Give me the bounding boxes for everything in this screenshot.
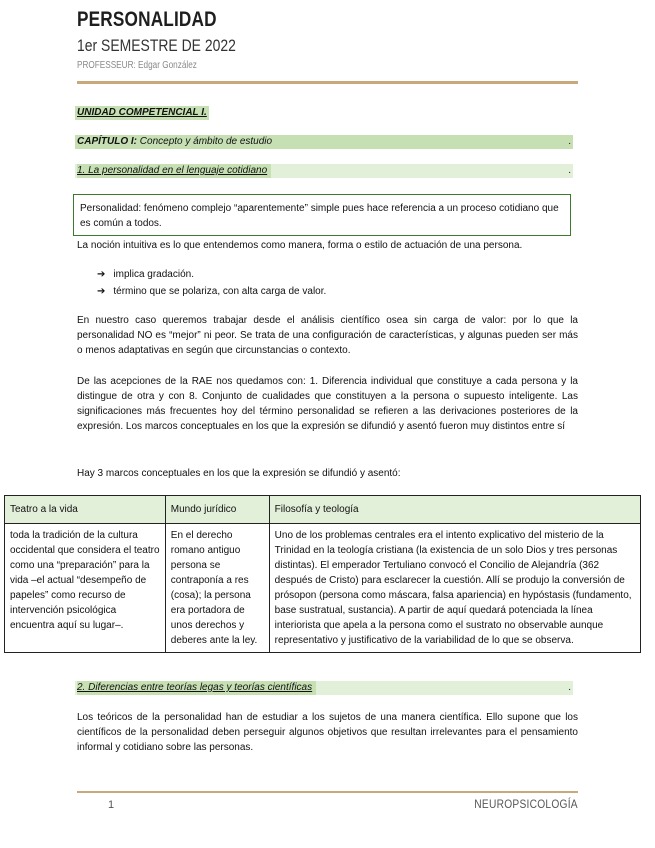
section2-heading: 2. Diferencias entre teorías legas y teorías científicas: [77, 681, 316, 695]
chapter-end-mark: .: [568, 136, 571, 147]
chapter-heading-bar: [75, 135, 573, 149]
table-header-cell: Mundo jurídico: [165, 496, 269, 524]
table-row: [5, 524, 641, 653]
footer-divider: [77, 791, 578, 793]
section1-heading-bar: [75, 164, 573, 178]
definition-box: Personalidad: fenómeno complejo “aparentemente” simple pues hace referencia a un proceso cotidiano que es común a todos.: [73, 194, 571, 236]
section1-heading: 1. La personalidad en el lenguaje cotidiano: [77, 164, 271, 178]
paragraph-theorists: Los teóricos de la personalidad han de estudiar a los sujetos de una manera científica. Ello supone que los científicos de la personalidad deben perseguir algunos objetivos que resultan irrelevantes para el pensamiento informal y cotidiano sobre las personas.: [77, 712, 578, 753]
document-subtitle: 1er SEMESTRE DE 2022: [77, 36, 236, 55]
arrow-icon: ➔: [97, 269, 106, 280]
table-cell: En el derecho romano antiguo persona se contraponía a res (cosa); la persona era portadora de unos derechos y deberes ante la ley.: [165, 524, 269, 653]
header-divider: [77, 81, 578, 84]
unit-heading: UNIDAD COMPETENCIAL I.: [77, 107, 207, 118]
page-number: 1: [108, 799, 115, 811]
paragraph-rae: De las acepciones de la RAE nos quedamos con: 1. Diferencia individual que constituye a cada persona y la distingue de otra y con 8. Conjunto de cualidades que constituyen a la persona o supuesto inteligente. Las significaciones más frecuentes hoy del término personalidad se refieren a las derivaciones posteriores de la expresión. Los marcos conceptuales en los que la expresión se difundió y asentó fueron muy distintos entre sí: [77, 376, 578, 432]
paragraph-intuitive: La noción intuitiva es lo que entendemos como manera, forma o estilo de actuación de una persona.: [77, 240, 523, 251]
footer-course-name: NEUROPSICOLOGÍA: [474, 797, 578, 811]
paragraph-case: En nuestro caso queremos trabajar desde el análisis científico osea sin carga de valor: por lo que la personalidad NO es “mejor” ni peor. Se trata de una configuración de características, y algunas pueden ser más o menos adaptativas en según que circunstancias o contexto.: [77, 315, 578, 356]
chapter-label: CAPÍTULO I:: [77, 136, 137, 147]
section2-heading-bar: [75, 681, 573, 695]
list-item: ➔ término que se polariza, con alta carga de valor.: [97, 283, 326, 300]
chapter-heading: [77, 135, 272, 149]
conceptual-frames-table: [4, 495, 641, 653]
bullet-list: [97, 266, 326, 300]
chapter-title: Concepto y ámbito de estudio: [139, 136, 273, 147]
list-item: ➔ implica gradación.: [97, 266, 326, 283]
table-header-cell: Teatro a la vida: [5, 496, 166, 524]
table-header-cell: Filosofía y teología: [269, 496, 640, 524]
paragraph-frames-intro: Hay 3 marcos conceptuales en los que la expresión se difundió y asentó:: [77, 468, 401, 479]
document-title: PERSONALIDAD: [77, 8, 217, 31]
professor-line: PROFESSEUR: Edgar González: [77, 60, 197, 71]
table-cell: Uno de los problemas centrales era el intento explicativo del misterio de la Trinidad en la teología cristiana (la existencia de un solo Dios y tres personas distintas). El emperador Tertuliano convocó el Concilio de Alejandría (362 después de Cristo) para esclarecer la cuestión. Allí se produjo la conversión de prósopon (persona como máscara, falsa apariencia) en hypóstasis (fundamento, base sustratual, sustancia). A partir de aquí quedará potenciada la línea interiorista que apela a la persona como el sustrato no observable aunque representativo y justificativo de la variabilidad de lo que se observa.: [269, 524, 640, 653]
arrow-icon: ➔: [97, 286, 106, 297]
section1-end-mark: .: [568, 165, 571, 176]
section2-end-mark: .: [568, 682, 571, 693]
table-header-row: [5, 496, 641, 524]
table-cell: toda la tradición de la cultura occidental que considera el teatro como una “preparación” para la vida –el actual “desempeño de papeles” como recurso de intervención psicológica encuentra aquí su lugar–.: [5, 524, 166, 653]
